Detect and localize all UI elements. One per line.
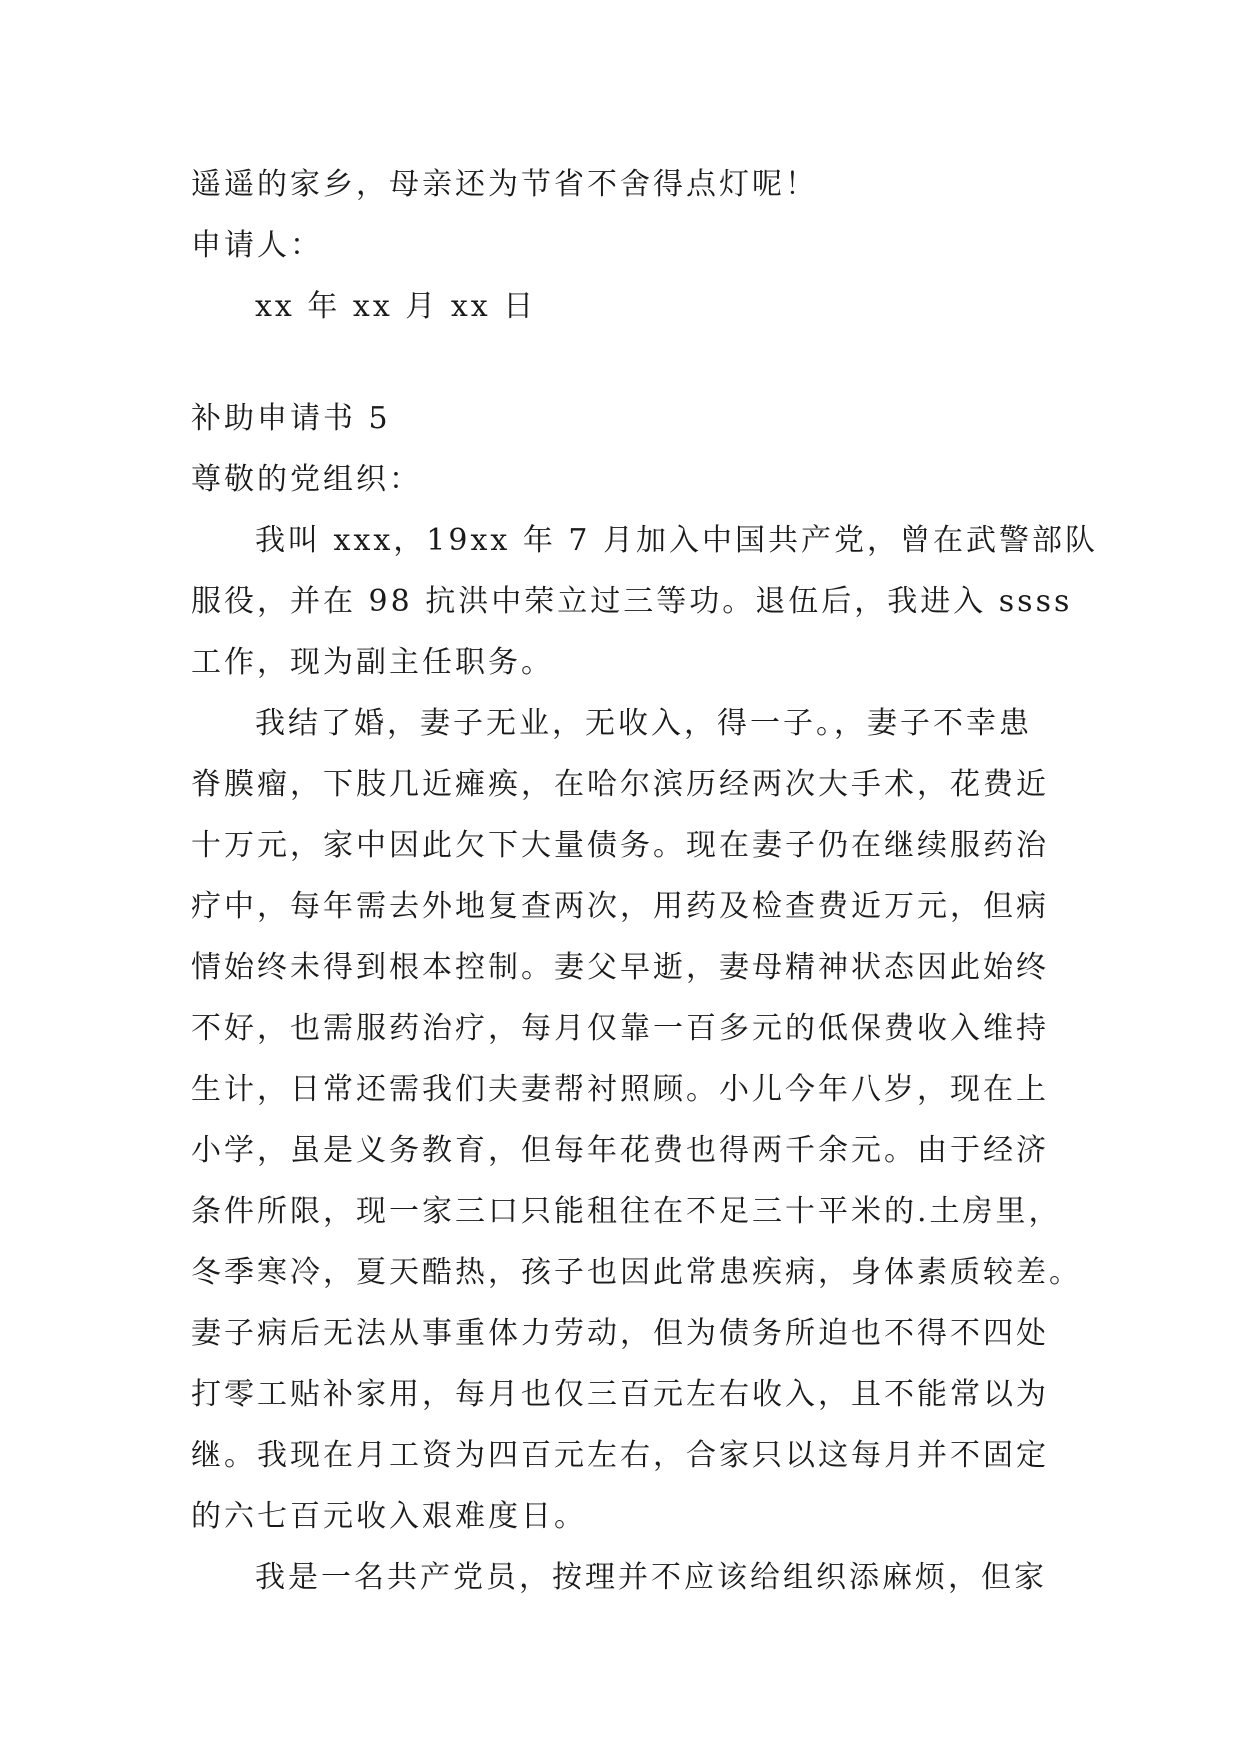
paragraph-line: 生计，日常还需我们夫妻帮衬照顾。小儿今年八岁，现在上 xyxy=(191,1072,1049,1107)
paragraph-line: 工作，现为副主任职务。 xyxy=(191,645,554,680)
paragraph-line: 我结了婚，妻子无业，无收入，得一子。，妻子不幸患 xyxy=(255,706,1032,741)
paragraph-line: 冬季寒冷，夏天酷热，孩子也因此常患疾病，身体素质较差。 xyxy=(191,1255,1082,1290)
text-line: 遥遥的家乡，母亲还为节省不舍得点灯呢！ xyxy=(191,167,818,202)
paragraph-line: 条件所限，现一家三口只能租往在不足三十平米的.土房里， xyxy=(191,1194,1062,1229)
paragraph-line: 情始终未得到根本控制。妻父早逝，妻母精神状态因此始终 xyxy=(191,950,1049,985)
salutation: 尊敬的党组织： xyxy=(191,462,422,497)
paragraph-line: 服役，并在 98 抗洪中荣立过三等功。退伍后，我进入 ssss xyxy=(191,584,1073,619)
paragraph-line: 妻子病后无法从事重体力劳动，但为债务所迫也不得不四处 xyxy=(191,1316,1049,1351)
section-title: 补助申请书 5 xyxy=(191,401,391,436)
paragraph-line: 打零工贴补家用，每月也仅三百元左右收入，且不能常以为 xyxy=(191,1377,1049,1412)
paragraph-line: 我叫 xxx，19xx 年 7 月加入中国共产党，曾在武警部队 xyxy=(255,523,1098,558)
paragraph-line: 我是一名共产党员，按理并不应该给组织添麻烦，但家 xyxy=(255,1560,1047,1595)
paragraph-line: 脊膜瘤，下肢几近瘫痪，在哈尔滨历经两次大手术，花费近 xyxy=(191,767,1049,802)
applicant-label: 申请人： xyxy=(191,228,323,263)
paragraph-line: 疗中，每年需去外地复查两次，用药及检查费近万元，但病 xyxy=(191,889,1049,924)
date-line: xx 年 xx 月 xx 日 xyxy=(255,289,537,324)
paragraph-line: 继。我现在月工资为四百元左右，合家只以这每月并不固定 xyxy=(191,1438,1049,1473)
paragraph-line: 十万元，家中因此欠下大量债务。现在妻子仍在继续服药治 xyxy=(191,828,1049,863)
paragraph-line: 小学，虽是义务教育，但每年花费也得两千余元。由于经济 xyxy=(191,1133,1049,1168)
paragraph-line: 的六七百元收入艰难度日。 xyxy=(191,1499,587,1534)
paragraph-line: 不好，也需服药治疗，每月仅靠一百多元的低保费收入维持 xyxy=(191,1011,1049,1046)
